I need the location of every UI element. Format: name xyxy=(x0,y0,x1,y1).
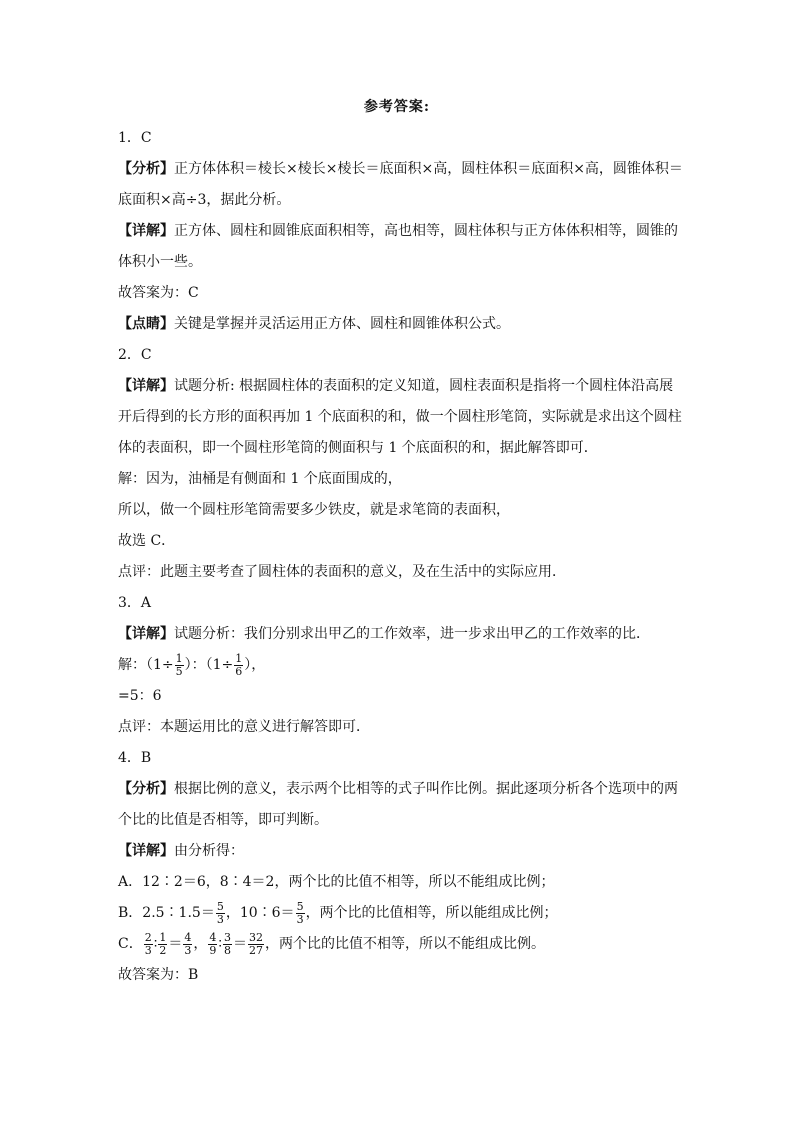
fraction-thirty-two-twenty-sevenths: $\frac{32}{27}$ xyxy=(249,930,264,957)
q2-detail-line-1 xyxy=(118,371,678,402)
fraction-one-sixth: $\frac{1}{6}$ xyxy=(235,651,243,678)
option-b-text-1: B．2.5∶1.5＝ xyxy=(118,905,215,921)
q4-option-a: A．12∶2＝6，8∶4＝2，两个比的比值不相等，所以不能组成比例； xyxy=(118,874,555,890)
analysis-tag: 【分析】 xyxy=(118,161,174,177)
detail-tag: 【详解】 xyxy=(118,378,174,394)
q1-answer: 故答案为：C xyxy=(118,285,199,301)
q1-detail-line-1 xyxy=(118,216,678,247)
detail-text: 试题分析：我们分别求出甲乙的工作效率，进一步求出甲乙的工作效率的比． xyxy=(174,626,650,642)
comment-tag: 【点睛】 xyxy=(118,316,174,332)
q4-option-c xyxy=(118,929,678,960)
analysis-text: 正方体体积＝棱长×棱长×棱长＝底面积×高，圆柱体积＝底面积×高，圆锥体积＝ xyxy=(174,161,683,177)
analysis-text: 根据比例的意义，表示两个比相等的式子叫作比例。据此逐项分析各个选项中的两 xyxy=(174,781,678,797)
q2-solution-line-1: 解：因为，油桶是有侧面和 1 个底面围成的， xyxy=(118,471,402,487)
detail-tag: 【详解】 xyxy=(118,626,174,642)
option-b-text-3: ，两个比的比值相等，所以能组成比例； xyxy=(305,905,558,921)
fraction-four-thirds: $\frac{4}{3}$ xyxy=(184,930,192,957)
q1-analysis-line-1 xyxy=(118,154,683,185)
q4-number: 4．B xyxy=(118,750,152,766)
colon: ∶ xyxy=(218,936,223,952)
fraction-five-thirds: $\frac{5}{3}$ xyxy=(296,899,304,926)
detail-text: 试题分析: 根据圆柱体的表面积的定义知道，圆柱表面积是指将一个圆柱体沿高展 xyxy=(174,378,674,394)
detail-text: 由分析得： xyxy=(174,843,244,859)
q2-detail-line-3: 体的表面积，即一个圆柱形笔筒的侧面积与 1 个底面积的和，据此解答即可． xyxy=(118,440,598,456)
option-c-text: ，两个比的比值不相等，所以不能组成比例。 xyxy=(265,936,546,952)
q4-detail-line-1 xyxy=(118,836,678,867)
q1-number: 1．C xyxy=(118,130,152,146)
q2-review: 点评：此题主要考查了圆柱体的表面积的意义，及在生活中的实际应用． xyxy=(118,564,566,580)
detail-text: 正方体、圆柱和圆锥底面积相等，高也相等，圆柱体积与正方体体积相等，圆锥的 xyxy=(174,223,678,239)
q2-solution-line-2: 所以，做一个圆柱形笔筒需要多少铁皮，就是求笔筒的表面积， xyxy=(118,502,510,518)
answer-content xyxy=(118,123,683,991)
q1-comment xyxy=(118,309,678,340)
comment-text: 关键是掌握并灵活运用正方体、圆柱和圆锥体积公式。 xyxy=(174,316,510,332)
q2-answer: 故选 C． xyxy=(118,533,176,549)
fraction-three-eighths: $\frac{3}{8}$ xyxy=(224,930,232,957)
q3-number: 3．A xyxy=(118,595,152,611)
q2-number: 2．C xyxy=(118,347,152,363)
page-title: 参考答案: xyxy=(363,99,431,115)
detail-tag: 【详解】 xyxy=(118,223,174,239)
fraction-four-ninths: $\frac{4}{9}$ xyxy=(209,930,217,957)
q3-result: =5：6 xyxy=(118,688,162,704)
equals: ＝ xyxy=(233,936,248,952)
q4-option-b xyxy=(118,898,678,929)
q4-analysis-line-2: 个比的比值是否相等，即可判断。 xyxy=(118,812,328,828)
formula-middle: ）：（1÷ xyxy=(184,657,234,673)
comma: ， xyxy=(193,936,208,952)
q3-detail-line-1 xyxy=(118,619,678,650)
option-b-text-2: ，10∶6＝ xyxy=(225,905,295,921)
formula-suffix: ）， xyxy=(244,657,266,673)
analysis-tag: 【分析】 xyxy=(118,781,174,797)
q3-solution-formula xyxy=(118,650,678,681)
colon: ∶ xyxy=(153,936,158,952)
q4-analysis-line-1 xyxy=(118,774,678,805)
detail-tag: 【详解】 xyxy=(118,843,174,859)
option-c-label: C． xyxy=(118,936,143,952)
fraction-five-thirds: $\frac{5}{3}$ xyxy=(216,899,224,926)
q1-detail-line-2: 体积小一些。 xyxy=(118,254,202,270)
formula-prefix: 解：（1÷ xyxy=(118,657,174,673)
fraction-one-half: $\frac{1}{2}$ xyxy=(159,930,167,957)
q2-detail-line-2: 开后得到的长方形的面积再加 1 个底面积的和，做一个圆柱形笔筒，实际就是求出这个圆柱 xyxy=(118,409,682,425)
q4-answer: 故答案为：B xyxy=(118,967,199,983)
q3-review: 点评：本题运用比的意义进行解答即可． xyxy=(118,719,370,735)
fraction-one-fifth: $\frac{1}{5}$ xyxy=(175,651,183,678)
q1-analysis-line-2: 底面积×高÷3，据此分析。 xyxy=(118,192,291,208)
fraction-two-thirds: $\frac{2}{3}$ xyxy=(144,930,152,957)
equals: ＝ xyxy=(168,936,183,952)
